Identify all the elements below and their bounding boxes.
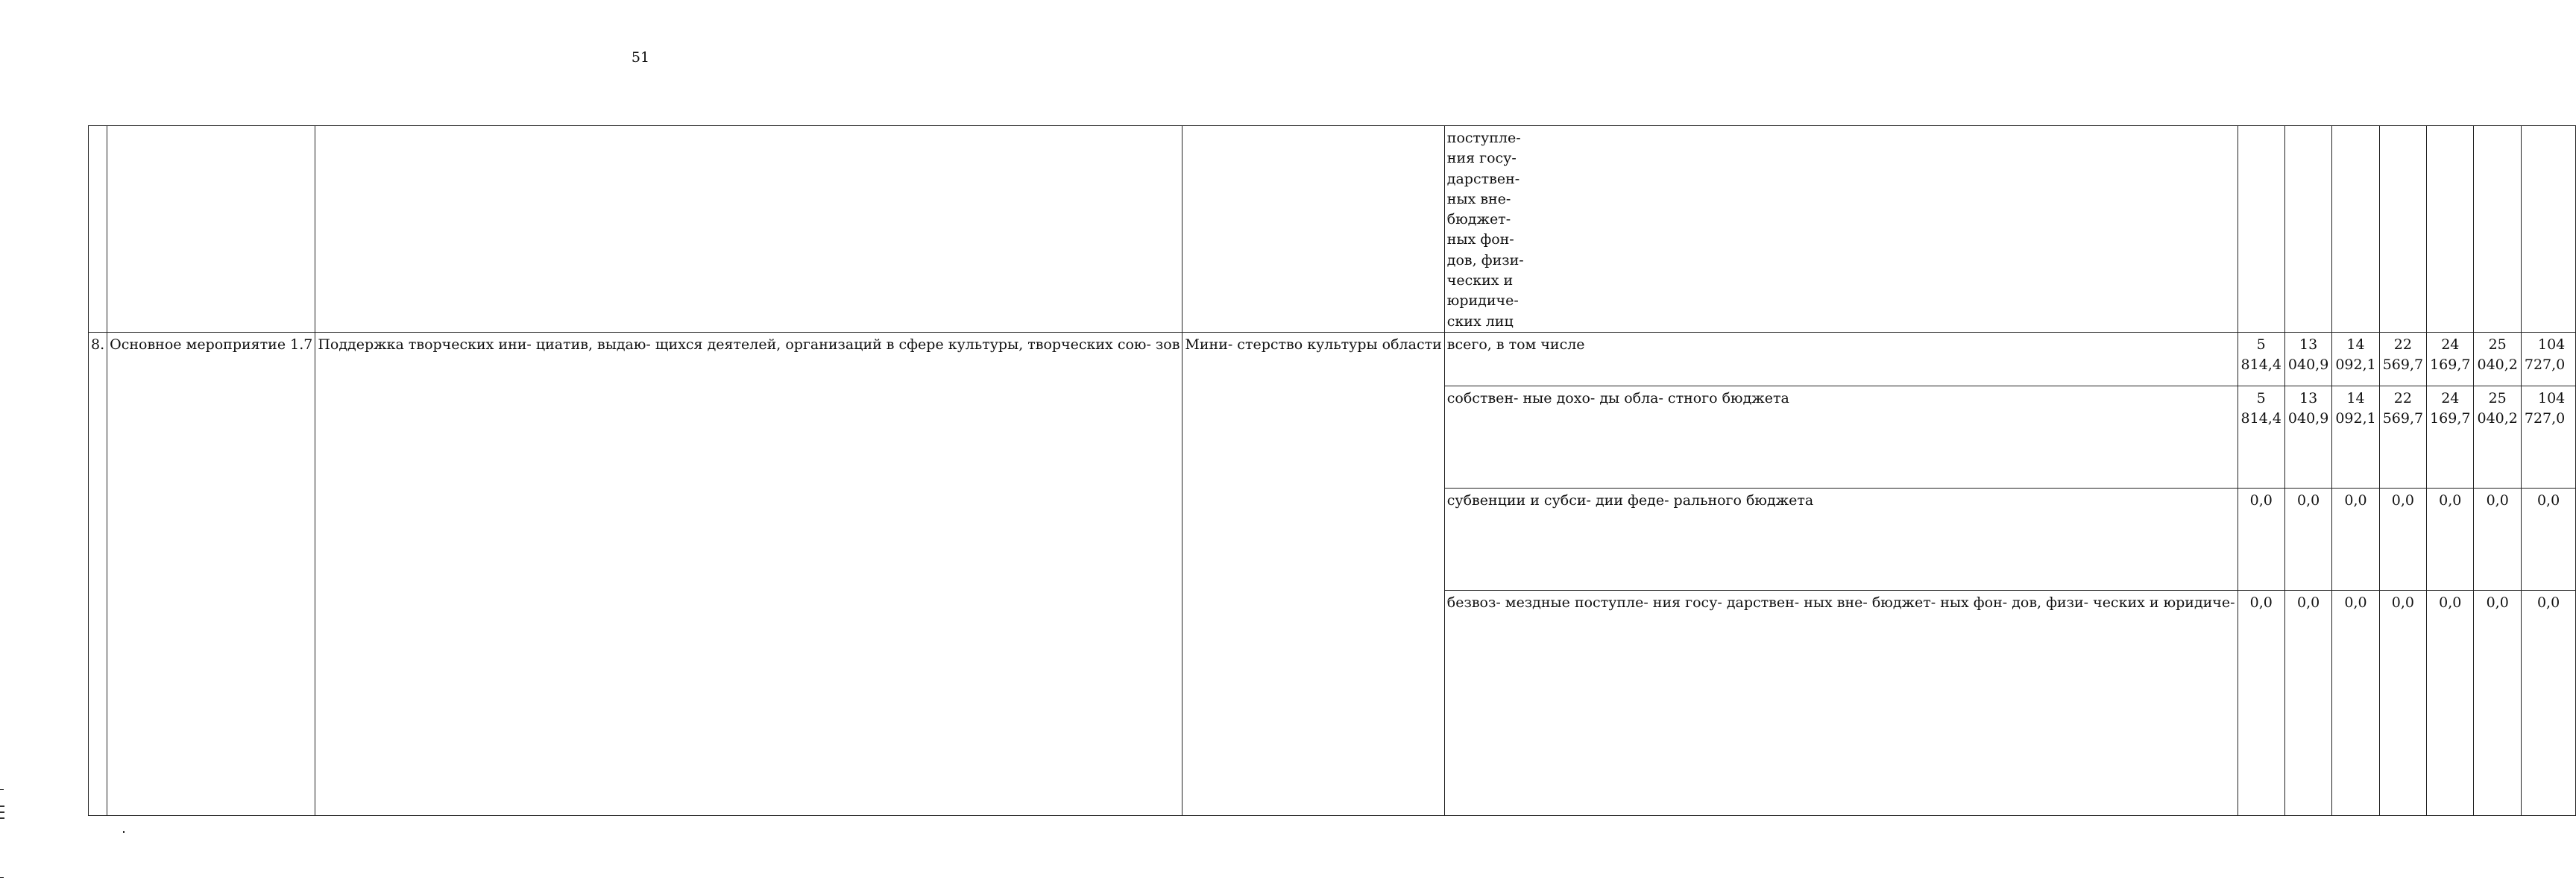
value-cell: 0,0 [2427,488,2474,590]
cell-empty [2284,126,2331,333]
value-cell: 0,0 [2379,488,2426,590]
activity-type-cell: Основное мероприятие 1.7 [107,332,315,815]
value-cell: 14 092,1 [2332,332,2379,386]
cell-empty [315,126,1182,333]
value-cell: 13 040,9 [2284,332,2331,386]
value-cell: 22 569,7 [2379,386,2426,488]
value-cell: 22 569,7 [2379,332,2426,386]
cell-empty [2474,126,2521,333]
total-value-cell: 0,0 [2521,488,2575,590]
value-cell: 5 814,4 [2238,332,2284,386]
total-value-cell: 0,0 [2521,590,2575,815]
value-cell: 0,0 [2238,590,2284,815]
cell-empty [2238,126,2284,333]
funding-source-cell: всего, в том числе [1444,332,2238,386]
value-cell: 24 169,7 [2427,386,2474,488]
scan-mark [0,877,4,878]
scan-mark [0,811,4,813]
funding-source-cell: поступле- ния госу- дарствен- ных вне- бюджет- ных фон- дов, физи- ческих и юридиче- ских лиц [1444,126,2238,333]
executor-cell: Мини- стерство культуры области [1182,332,1444,815]
funding-source-cell: субвенции и субси- дии феде- рального бюджета [1444,488,2238,590]
value-cell: 0,0 [2332,590,2379,815]
total-value-cell: 104 727,0 [2521,332,2575,386]
table-row [89,126,2576,333]
value-cell: 0,0 [2427,590,2474,815]
value-cell: 0,0 [2284,488,2331,590]
value-cell: 5 814,4 [2238,386,2284,488]
value-cell: 14 092,1 [2332,386,2379,488]
cell-empty [1182,126,1444,333]
scan-mark [0,789,4,790]
table-row [89,332,2576,386]
cell-empty [89,126,107,333]
scan-mark [123,831,125,833]
scan-mark [0,817,4,819]
value-cell: 24 169,7 [2427,332,2474,386]
funding-source-cell: собствен- ные дохо- ды обла- стного бюджета [1444,386,2238,488]
value-cell: 0,0 [2238,488,2284,590]
budget-table [88,125,2576,816]
value-cell: 25 040,2 [2474,332,2521,386]
value-cell: 0,0 [2474,488,2521,590]
activity-number-cell: 8. [89,332,107,815]
cell-empty [2379,126,2426,333]
activity-name-cell: Поддержка творческих ини- циатив, выдаю- щихся деятелей, организаций в сфере культуры, творческих сою- зов [315,332,1182,815]
value-cell: 0,0 [2284,590,2331,815]
page-number: 51 [631,49,650,66]
value-cell: 25 040,2 [2474,386,2521,488]
value-cell: 0,0 [2379,590,2426,815]
value-cell: 13 040,9 [2284,386,2331,488]
cell-empty [2332,126,2379,333]
cell-empty [2521,126,2575,333]
value-cell: 0,0 [2332,488,2379,590]
total-value-cell: 104 727,0 [2521,386,2575,488]
scan-mark [0,806,4,807]
cell-empty [2427,126,2474,333]
cell-empty [107,126,315,333]
funding-source-cell: безвоз- мездные поступле- ния госу- дарствен- ных вне- бюджет- ных фон- дов, физи- ческих и юридиче- [1444,590,2238,815]
value-cell: 0,0 [2474,590,2521,815]
